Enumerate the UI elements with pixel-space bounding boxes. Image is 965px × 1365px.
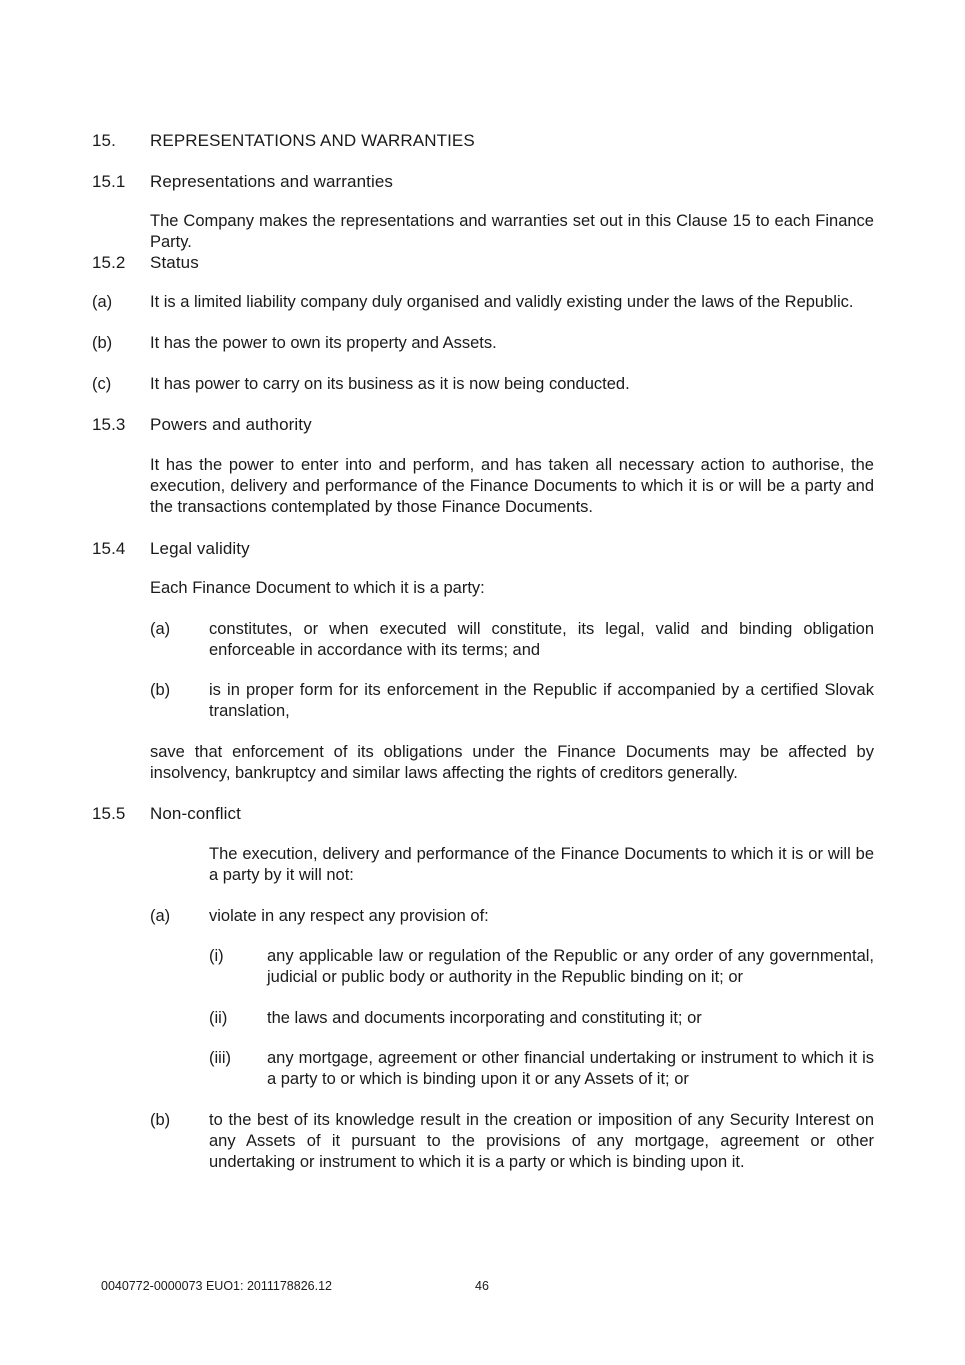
clause-15-5-number: 15.5 <box>92 804 126 823</box>
list-item-text: It has power to carry on its business as it is now being conducted. <box>150 375 630 393</box>
list-item-text: to the best of its knowledge result in the creation or imposition of any Security Interest on any Assets of it pursuant to the provisions of any mortgage, agreement or other undertaking or instrument to which it is a party or which is binding upon it. <box>209 1111 874 1171</box>
list-item-label: (b) <box>150 1111 171 1129</box>
clause-15-4-title: Legal validity <box>150 539 250 558</box>
list-item-text: violate in any respect any provision of: <box>209 907 489 925</box>
list-item-text: is in proper form for its enforcement in the Republic if accompanied by a certified Slovak translation, <box>209 681 874 720</box>
list-item-label: (b) <box>150 681 171 699</box>
clause-15-3-title: Powers and authority <box>150 415 312 434</box>
list-item-text: It has the power to own its property and Assets. <box>150 334 497 352</box>
clause-15-5-title: Non-conflict <box>150 804 241 823</box>
clause-15-2-number: 15.2 <box>92 253 126 272</box>
list-item-text: constitutes, or when executed will constitute, its legal, valid and binding obligation enforceable in accordance with its terms; and <box>209 620 874 659</box>
sublist-item-text: the laws and documents incorporating and constituting it; or <box>267 1009 702 1027</box>
clause-15-2-title: Status <box>150 253 199 272</box>
section-number: 15. <box>92 131 116 150</box>
list-item-label: (a) <box>92 293 113 311</box>
list-item-text: It is a limited liability company duly organised and validly existing under the laws of the Republic. <box>150 293 854 311</box>
clause-15-4-closing: save that enforcement of its obligations under the Finance Documents may be affected by insolvency, bankruptcy and similar laws affecting the rights of creditors generally. <box>150 743 874 782</box>
list-item-label: (b) <box>92 334 113 352</box>
clause-15-5-intro: The execution, delivery and performance of the Finance Documents to which it is or will be a party by it will not: <box>209 845 874 884</box>
clause-15-1-title: Representations and warranties <box>150 172 394 191</box>
clause-15-3-number: 15.3 <box>92 415 126 434</box>
list-item-label: (a) <box>150 620 171 638</box>
list-item-label: (a) <box>150 907 171 925</box>
clause-15-1-body: The Company makes the representations and warranties set out in this Clause 15 to each Finance Party. <box>150 212 874 251</box>
sublist-item-label: (iii) <box>209 1049 231 1067</box>
clause-15-4-number: 15.4 <box>92 539 126 558</box>
sublist-item-text: any applicable law or regulation of the Republic or any order of any governmental, judicial or public body or authority in the Republic binding on it; or <box>267 947 874 986</box>
clause-15-4-intro: Each Finance Document to which it is a party: <box>150 579 485 597</box>
page-number: 46 <box>475 1279 489 1293</box>
list-item-label: (c) <box>92 375 112 393</box>
sublist-item-label: (ii) <box>209 1009 228 1027</box>
sublist-item-text: any mortgage, agreement or other financial undertaking or instrument to which it is a party to or which is binding upon it or any Assets of it; or <box>267 1049 874 1088</box>
clause-15-1-number: 15.1 <box>92 172 126 191</box>
section-title: REPRESENTATIONS AND WARRANTIES <box>150 131 475 150</box>
footer-doc-ref: 0040772-0000073 EUO1: 2011178826.12 <box>101 1279 332 1293</box>
clause-15-3-body: It has the power to enter into and perform, and has taken all necessary action to authorise, the execution, delivery and performance of the Finance Documents to which it is or will be a party and the transactions contemplated by those Finance Documents. <box>150 456 874 516</box>
sublist-item-label: (i) <box>209 947 224 965</box>
